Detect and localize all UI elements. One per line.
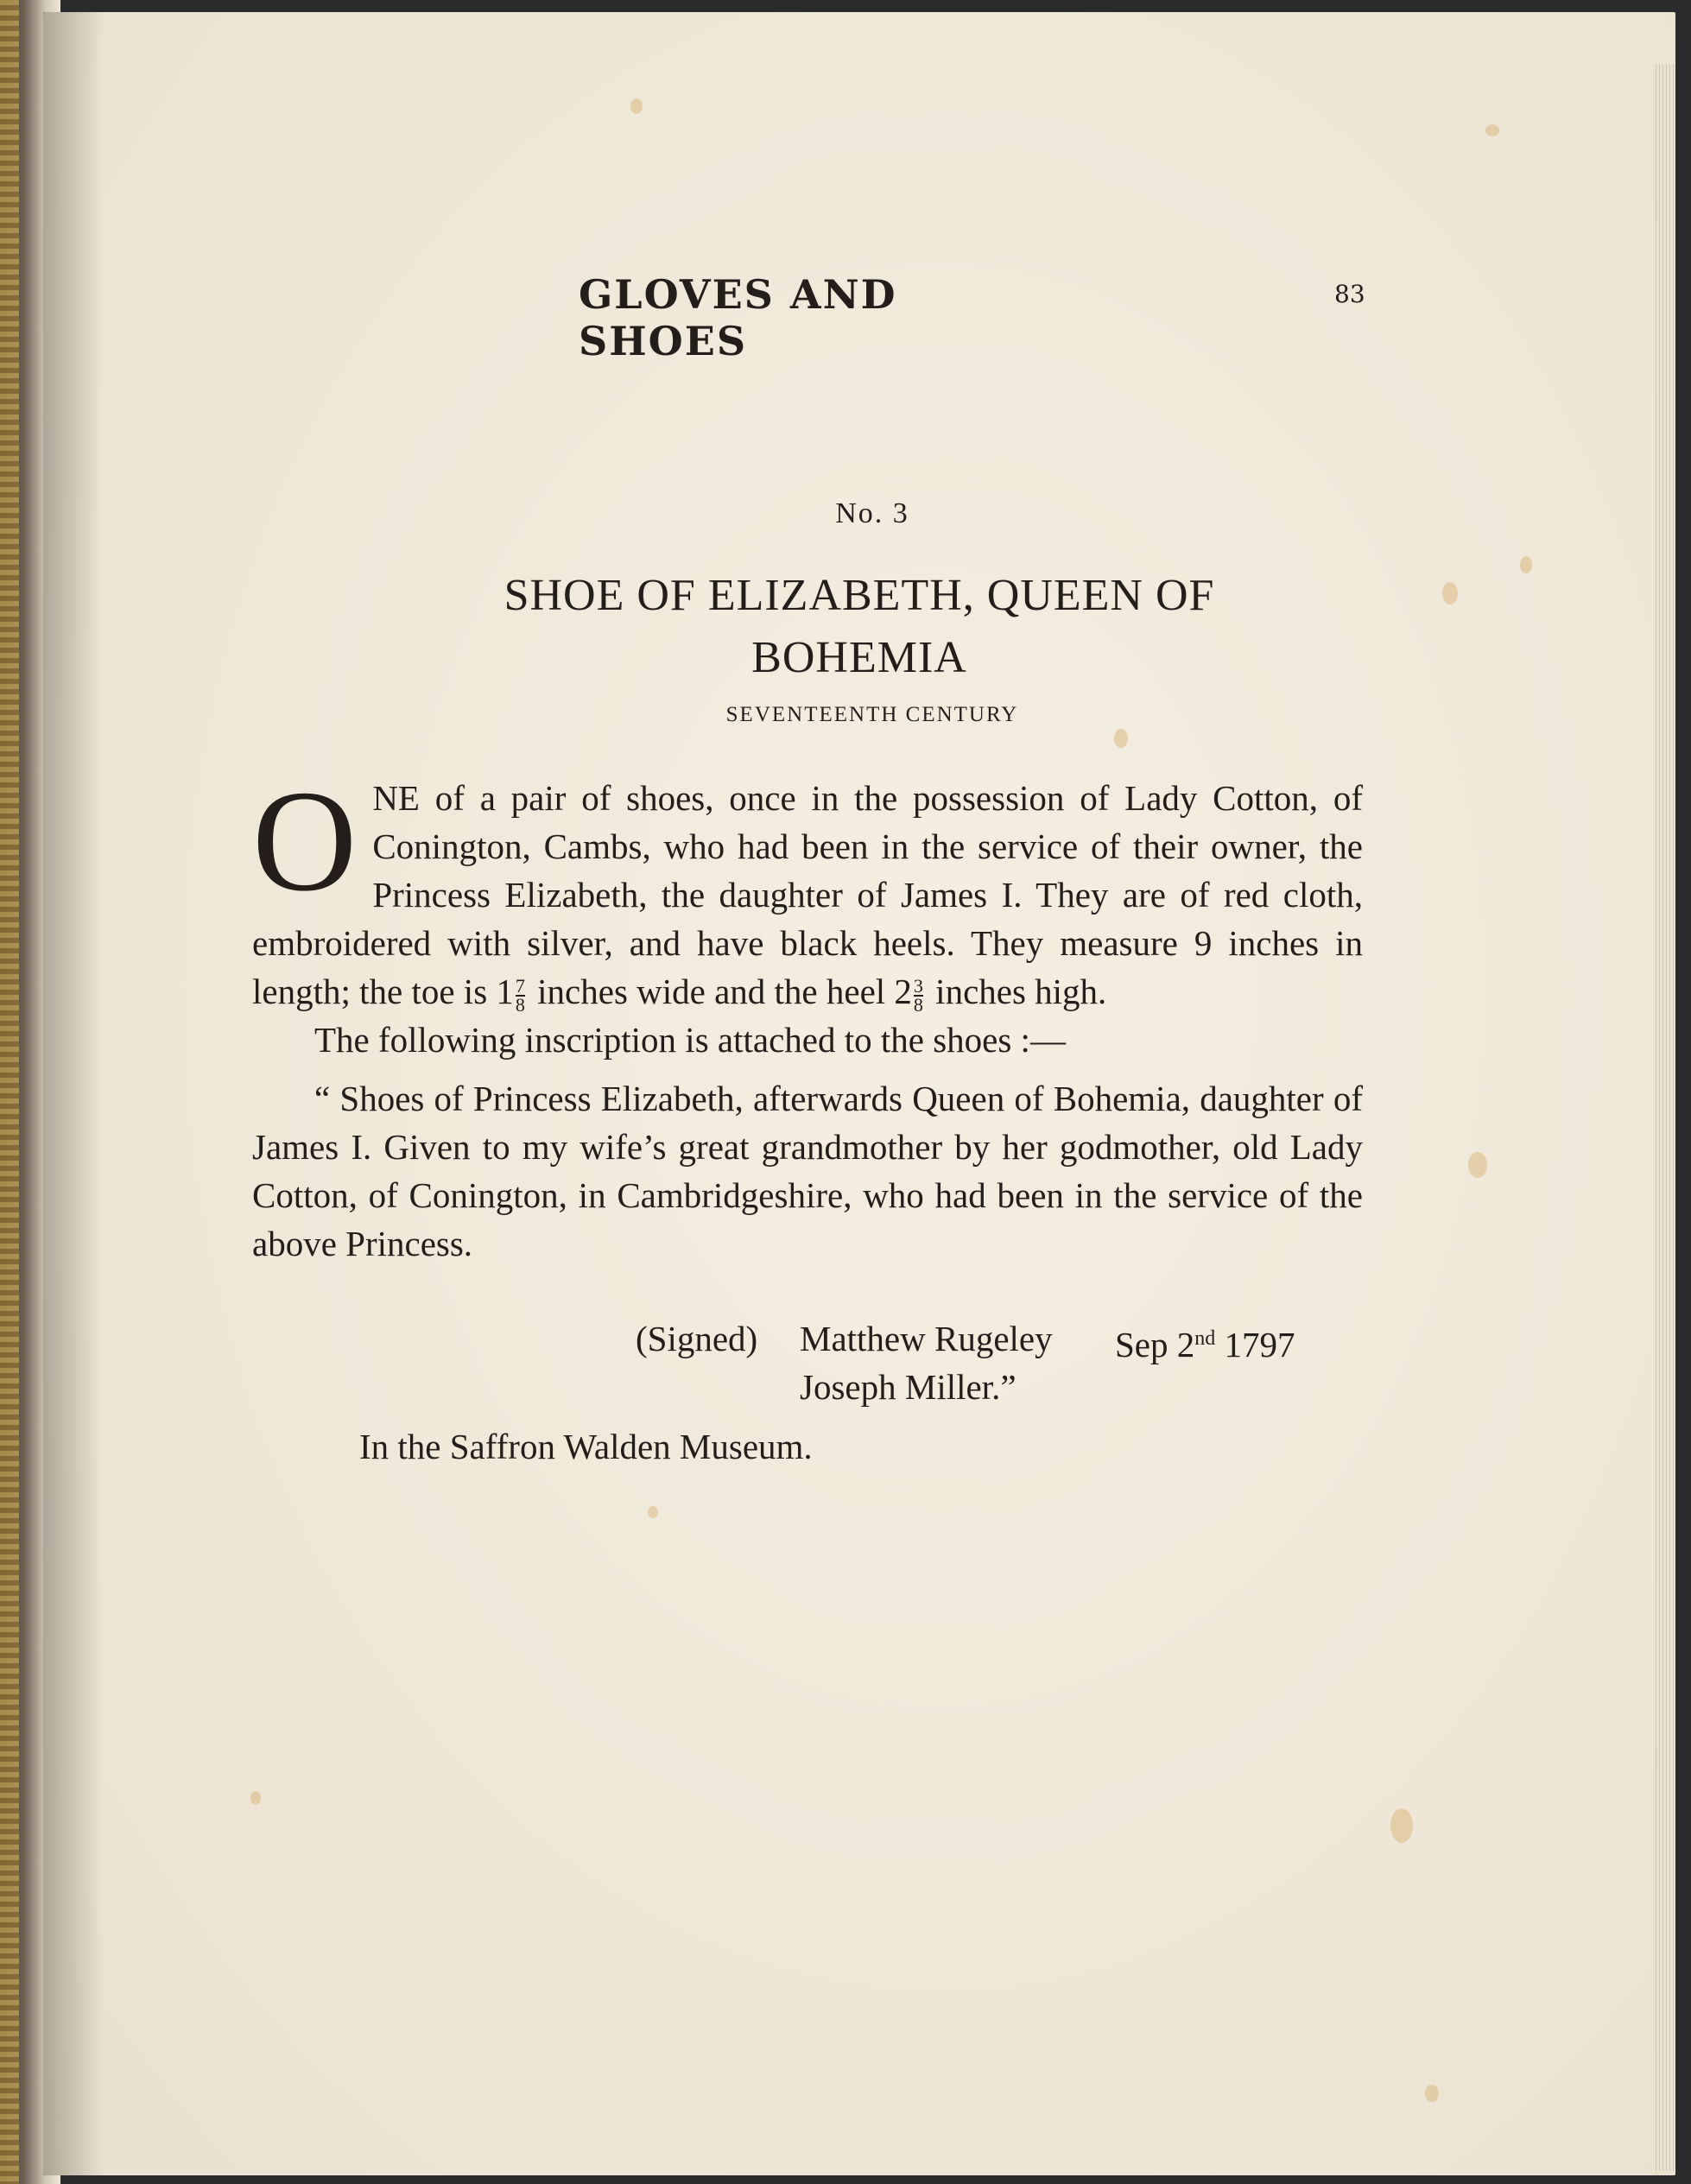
fraction-denominator: 8 [515,993,525,1016]
body-text [252,761,1363,1268]
page-number: 83 [1334,280,1365,308]
fraction-denominator: 8 [913,993,923,1016]
entry-number: No. 3 [835,497,909,529]
foxing-spot [1520,556,1532,573]
foxing-spot [1485,124,1499,136]
date-prefix: Sep 2 [1115,1325,1195,1364]
foxing-spot [1114,729,1128,748]
foxing-spot [1425,2085,1439,2102]
entry-subtitle: SEVENTEENTH CENTURY [725,703,1019,726]
paragraph-description [252,761,1363,1016]
fraction-heel [913,974,923,1016]
foxing-spot [648,1506,658,1518]
gilt-edge [0,0,19,2184]
signature-date [1115,1314,1295,1369]
description-text-a: NE of a pair of shoes, once in the possession of Lady Cotton, of Conington, Cambs, who had been in the service of their owner, the Princess Elizabeth, the daughter of James I. They are of red cloth, embroidered with silver, and have black heels. They measure 9 inches in length; the toe is 1 [252,778,1363,1011]
page-edges [1653,64,1675,2171]
foxing-spot [250,1791,261,1805]
gutter-shadow [43,12,104,2175]
signatory-2: Joseph Miller.” [800,1367,1016,1407]
foxing-spot [630,98,643,114]
signatory-1: Matthew Rugeley [800,1319,1053,1358]
book-page [43,12,1675,2175]
paragraph-inscription: “ Shoes of Princess Elizabeth, afterwards Queen of Bohemia, daughter of James I. Given to my wife’s great grandmother by her godmother, old Lady Cotton, of Conington, in Cambridgeshire, who had been in the service of the above Princess. [252,1079,1363,1263]
signed-label: (Signed) [636,1319,758,1358]
description-text-b: inches wide and the heel 2 [528,972,912,1011]
drop-cap: O [252,761,358,921]
entry-title-line-2: BOHEMIA [751,633,967,682]
date-year: 1797 [1215,1325,1295,1364]
foxing-spot [1390,1808,1413,1843]
museum-location: In the Saffron Walden Museum. [359,1427,813,1466]
foxing-spot [1442,582,1458,605]
description-text-c: inches high. [926,972,1107,1011]
fraction-numerator: 7 [515,974,525,997]
fraction-numerator: 3 [913,974,923,997]
entry-title [302,565,1416,689]
foxing-spot [1468,1152,1487,1178]
running-title: GLOVES AND SHOES [579,271,897,364]
fraction-toe [515,974,525,1016]
paragraph-inscription-intro: The following inscription is attached to the shoes :— [314,1020,1066,1060]
entry-title-line-1: SHOE OF ELIZABETH, QUEEN OF [504,571,1215,620]
date-ordinal: nd [1194,1327,1216,1350]
